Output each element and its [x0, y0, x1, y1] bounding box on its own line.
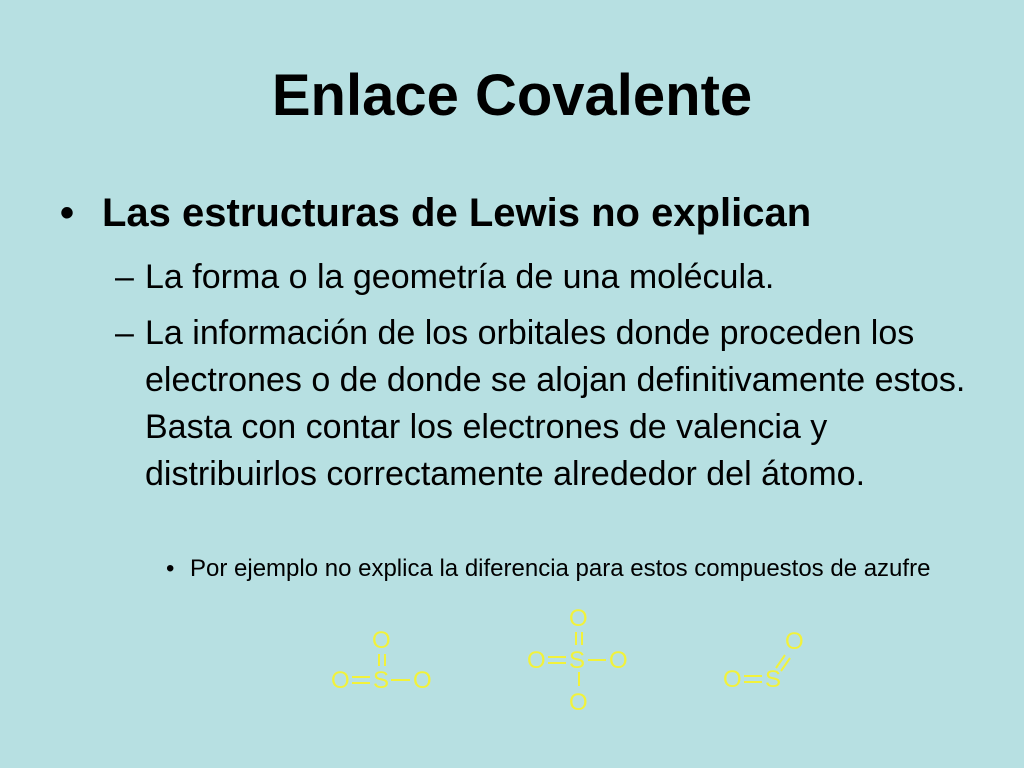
dash-marker: – [115, 314, 134, 352]
oxygen-atom: O [569, 689, 588, 716]
main-bullet-text: Las estructuras de Lewis no explican [102, 191, 812, 235]
sub-item-text: La forma o la geometría de una molécula. [145, 258, 775, 296]
sulfur-atom: S [765, 666, 782, 693]
oxygen-atom: O [527, 647, 546, 674]
molecule-so2 [715, 622, 825, 702]
sub-sub-item-text: Por ejemplo no explica la diferencia para estos compuestos de azufre [190, 555, 931, 582]
oxygen-atom: O [413, 667, 432, 694]
sulfur-atom: S [569, 647, 586, 674]
oxygen-atom: O [331, 667, 350, 694]
oxygen-atom: O [723, 666, 742, 693]
oxygen-atom: O [609, 647, 628, 674]
bullet-marker: • [60, 191, 75, 235]
sulfur-atom: S [373, 667, 390, 694]
molecule-so4-2 [520, 600, 650, 720]
slide-title: Enlace Covalente [271, 63, 753, 128]
bullet-marker: • [166, 555, 175, 582]
oxygen-atom: O [372, 627, 391, 654]
oxygen-atom: O [569, 605, 588, 632]
oxygen-atom: O [785, 628, 804, 655]
molecule-so3-2 [320, 622, 450, 702]
sub-item-text: La información de los orbitales donde proceden los electrones o de donde se alojan definitivamente estos. Basta con contar los electrones de valencia y distribuirlos correctamente alrededor del átomo. [145, 314, 966, 493]
dash-marker: – [115, 258, 134, 296]
